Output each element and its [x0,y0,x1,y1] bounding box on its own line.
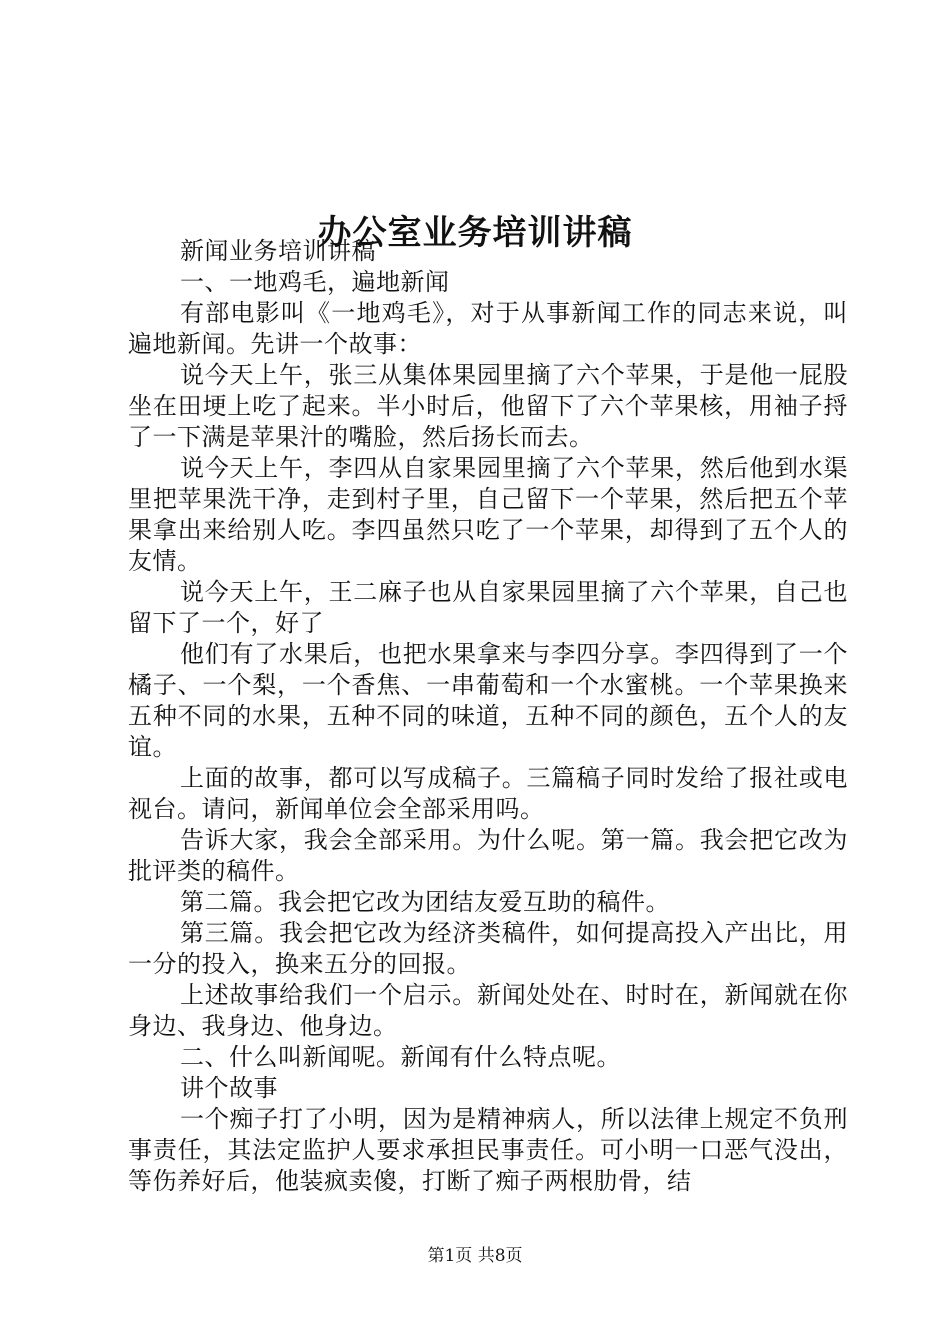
paragraph: 说今天上午，王二麻子也从自家果园里摘了六个苹果，自己也留下了一个，好了 [128,578,848,637]
paragraph: 讲个故事 [180,1074,278,1102]
paragraph: 有部电影叫《一地鸡毛》，对于从事新闻工作的同志来说，叫遍地新闻。先讲一个故事： [128,299,848,358]
paragraph: 说今天上午，李四从自家果园里摘了六个苹果，然后他到水渠里把苹果洗干净，走到村子里，自己留下一个苹果，然后把五个苹果拿出来给别人吃。李四虽然只吃了一个苹果，却得到了五个人的友情。 [128,454,848,575]
paragraph: 他们有了水果后，也把水果拿来与李四分享。李四得到了一个橘子、一个梨，一个香焦、一串葡萄和一个水蜜桃。一个苹果换来五种不同的水果，五种不同的味道，五种不同的颜色，五个人的友谊。 [128,640,848,761]
paragraph: 第二篇。我会把它改为团结友爱互助的稿件。 [180,888,670,916]
paragraph: 说今天上午，张三从集体果园里摘了六个苹果，于是他一屁股坐在田埂上吃了起来。半小时后，他留下了六个苹果核，用袖子捋了一下满是苹果汁的嘴脸，然后扬长而去。 [128,361,848,451]
paragraph: 一、一地鸡毛，遍地新闻 [180,268,450,296]
page-footer: 第1页 共8页 [427,1246,523,1266]
paragraph: 新闻业务培训讲稿 [180,237,376,265]
paragraph: 第三篇。我会把它改为经济类稿件，如何提高投入产出比，用一分的投入，换来五分的回报。 [128,919,848,978]
paragraph: 告诉大家，我会全部采用。为什么呢。第一篇。我会把它改为批评类的稿件。 [128,826,848,885]
document-body [128,236,848,1197]
paragraph: 二、什么叫新闻呢。新闻有什么特点呢。 [180,1043,621,1071]
paragraph: 上述故事给我们一个启示。新闻处处在、时时在，新闻就在你身边、我身边、他身边。 [128,981,848,1040]
paragraph: 上面的故事，都可以写成稿子。三篇稿子同时发给了报社或电视台。请问，新闻单位会全部采用吗。 [128,764,848,823]
paragraph: 一个痴子打了小明，因为是精神病人，所以法律上规定不负刑事责任，其法定监护人要求承担民事责任。可小明一口恶气没出，等伤养好后，他装疯卖傻，打断了痴子两根肋骨，结 [128,1105,848,1195]
document-title: 办公室业务培训讲稿 [317,212,633,253]
